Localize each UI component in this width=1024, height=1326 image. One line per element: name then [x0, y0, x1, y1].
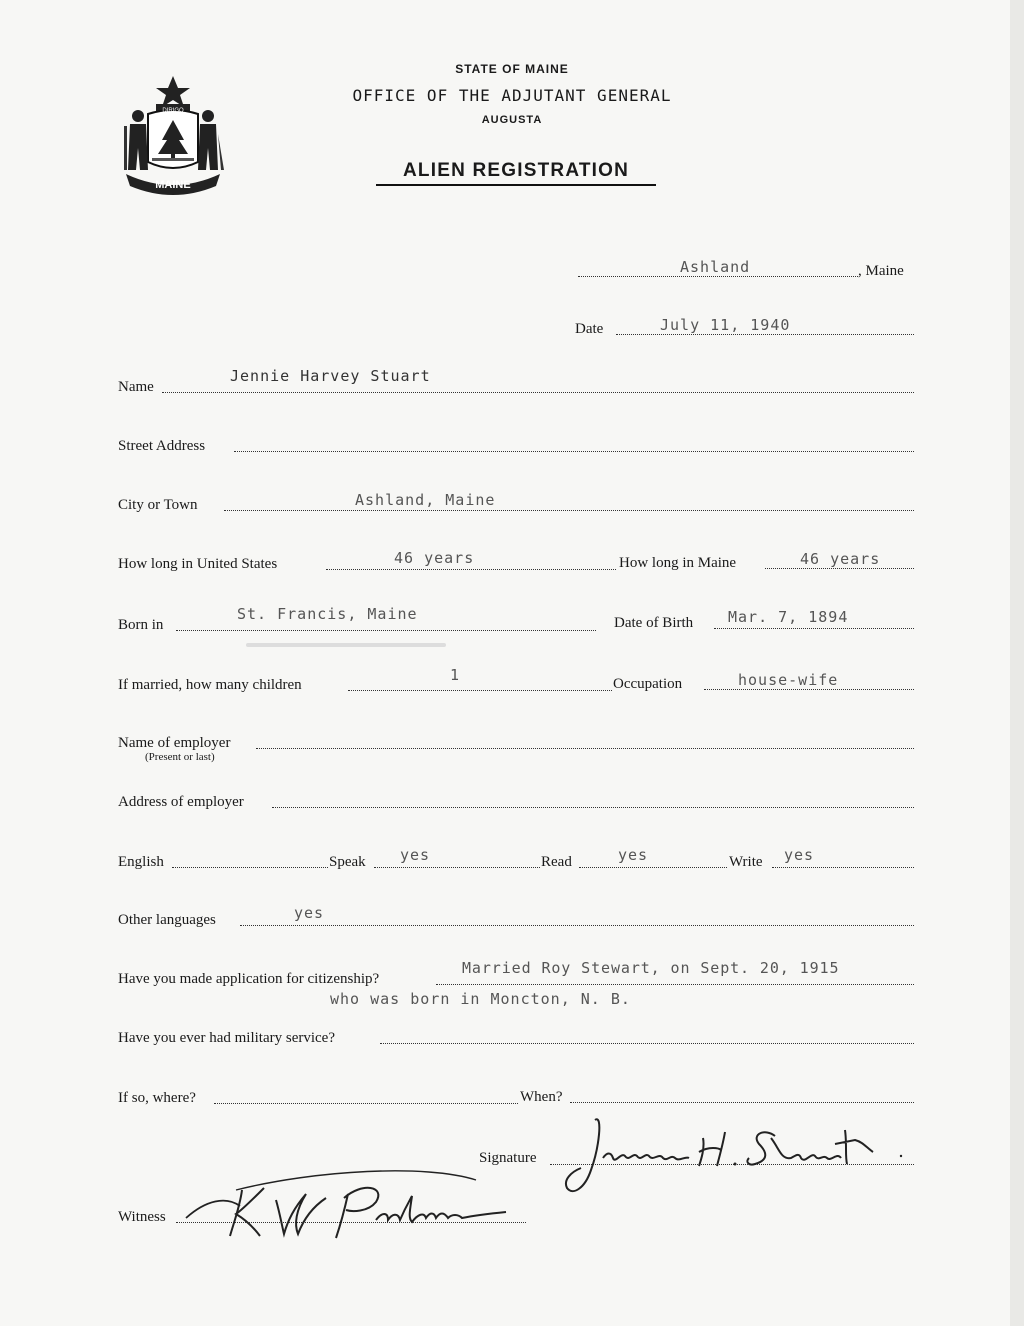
name-value: Jennie Harvey Stuart	[230, 367, 431, 385]
children-label: If married, how many children	[118, 677, 302, 693]
city-label: City or Town	[118, 497, 198, 513]
write-label: Write	[729, 854, 763, 870]
place-town-value: Ashland	[680, 258, 751, 276]
us-time-value: 46 years	[394, 549, 475, 567]
us-time-line	[326, 569, 616, 570]
when-label: When?	[520, 1089, 563, 1105]
maine-time-label: How long in Maine	[619, 555, 737, 571]
read-label: Read	[541, 854, 572, 870]
occupation-value: house-wife	[738, 671, 839, 689]
dob-label: Date of Birth	[614, 615, 694, 631]
name-label: Name	[118, 379, 154, 395]
name-line	[162, 392, 914, 393]
date-line	[616, 334, 914, 335]
citizenship-value: Married Roy Stewart, on Sept. 20, 1915	[462, 959, 840, 977]
place-state-label: , Maine	[858, 263, 904, 279]
ink-smudge	[246, 643, 446, 647]
witness-label: Witness	[118, 1209, 166, 1225]
citizenship-value-continued: who was born in Moncton, N. B.	[330, 990, 631, 1008]
street-line	[234, 451, 914, 452]
employer-label: Name of employer	[118, 735, 231, 751]
office-heading: OFFICE OF THE ADJUTANT GENERAL	[352, 86, 672, 105]
military-line	[380, 1043, 914, 1044]
employer-address-line	[272, 807, 914, 808]
dob-line	[714, 628, 914, 629]
citizenship-label: Have you made application for citizenship?	[118, 971, 380, 987]
born-in-value: St. Francis, Maine	[237, 605, 418, 623]
other-languages-label: Other languages	[118, 912, 216, 928]
english-line	[172, 867, 328, 868]
svg-text:MAINE: MAINE	[155, 179, 191, 191]
maine-time-line	[765, 568, 914, 569]
employer-address-label: Address of employer	[118, 794, 244, 810]
page-edge	[1010, 0, 1024, 1326]
military-label: Have you ever had military service?	[118, 1030, 335, 1046]
speak-line	[374, 867, 540, 868]
dob-value: Mar. 7, 1894	[728, 608, 849, 626]
where-line	[214, 1103, 518, 1104]
born-in-label: Born in	[118, 617, 164, 633]
form-title: ALIEN REGISTRATION	[376, 160, 656, 186]
employer-sublabel: (Present or last)	[145, 751, 215, 763]
other-languages-line	[240, 925, 914, 926]
date-value: July 11, 1940	[660, 316, 791, 334]
children-line	[348, 690, 612, 691]
city-value: Ashland, Maine	[355, 491, 496, 509]
speak-label: Speak	[329, 854, 366, 870]
read-value: yes	[618, 846, 649, 864]
maine-time-value: 46 years	[800, 550, 881, 568]
read-line	[579, 867, 727, 868]
city-heading: AUGUSTA	[481, 114, 543, 126]
state-heading: STATE OF MAINE	[455, 62, 569, 76]
signature-label: Signature	[479, 1150, 537, 1166]
city-line	[224, 510, 914, 511]
english-label: English	[118, 854, 164, 870]
where-label: If so, where?	[118, 1090, 196, 1106]
signature-handwriting	[555, 1108, 915, 1198]
other-languages-value: yes	[294, 904, 325, 922]
witness-handwriting	[176, 1160, 536, 1250]
street-label: Street Address	[118, 438, 206, 454]
occupation-line	[704, 689, 914, 690]
speak-value: yes	[400, 846, 431, 864]
write-line	[772, 867, 914, 868]
us-time-label: How long in United States	[118, 556, 278, 572]
write-value: yes	[784, 846, 815, 864]
born-in-line	[176, 630, 596, 631]
employer-line	[256, 748, 914, 749]
date-label: Date	[575, 321, 604, 337]
when-line	[570, 1102, 914, 1103]
citizenship-line	[436, 984, 914, 985]
children-value: 1	[450, 666, 461, 684]
place-line	[578, 276, 858, 277]
occupation-label: Occupation	[613, 676, 683, 692]
svg-text:DIRIGO: DIRIGO	[162, 108, 184, 114]
